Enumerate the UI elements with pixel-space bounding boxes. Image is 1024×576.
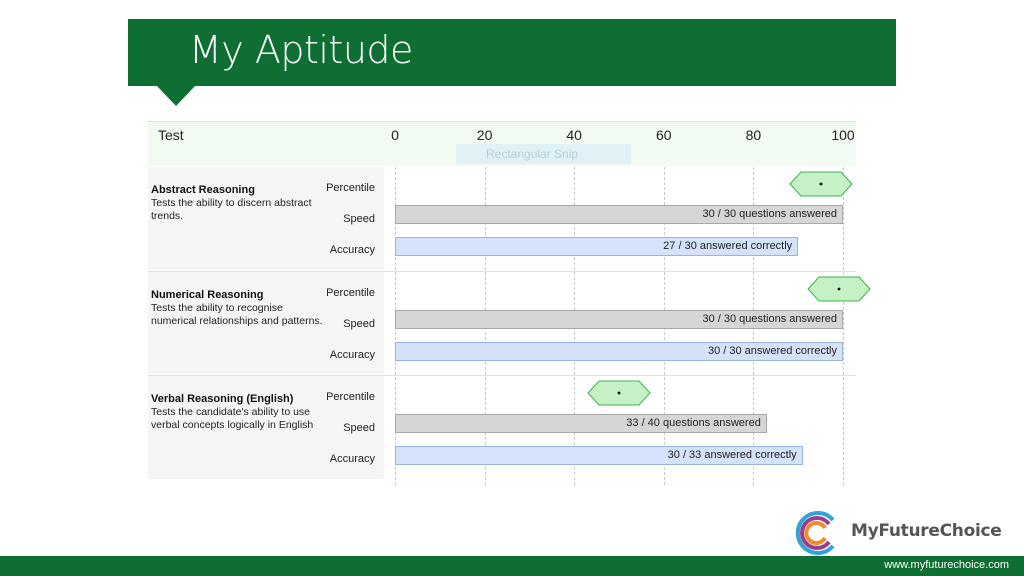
speed-bar-label: 33 / 40 questions answered [626,417,761,429]
x-tick-label: 0 [391,127,399,143]
banner-pointer [157,86,195,106]
footer-url[interactable]: www.myfuturechoice.com [884,559,1009,571]
metric-label: Accuracy [329,453,375,465]
percentile-marker [587,380,651,406]
metric-label: Percentile [326,391,375,403]
percentile-marker [789,171,853,197]
percentile-marker [807,276,871,302]
logo-text: MyFutureChoice [851,521,1002,541]
accuracy-bar [395,237,798,256]
test-description: Tests the candidate's ability to use verbal concepts logically in English [151,406,314,431]
speed-bar-label: 30 / 30 questions answered [702,208,837,220]
test-name: Verbal Reasoning (English) [151,393,294,405]
metric-label: Speed [343,422,375,434]
page-title: My Aptitude [189,28,413,72]
speed-bar [395,310,843,329]
test-description: Tests the ability to discern abstract trends. [151,197,312,222]
metric-label: Percentile [326,182,375,194]
x-tick-label: 60 [656,127,672,143]
x-tick-label: 100 [831,127,855,143]
metric-label: Accuracy [329,244,375,256]
snip-tooltip-text: Rectangular Snip [486,147,579,161]
speed-bar [395,414,767,433]
accuracy-bar-label: 27 / 30 answered correctly [663,240,793,252]
metric-label: Accuracy [329,348,375,361]
aptitude-chart [148,121,856,479]
accuracy-bar [395,446,803,465]
speed-bar-label: 30 / 30 questions answered [702,312,837,325]
x-tick-label: 20 [476,127,493,143]
metric-label: Speed [343,213,375,225]
accuracy-bar-label: 30 / 30 answered correctly [707,344,837,357]
metric-label: Speed [343,317,375,330]
x-tick-label: 40 [566,127,582,143]
logo-icon [793,510,841,556]
test-name: Numerical Reasoning [151,288,264,301]
accuracy-bar [395,342,843,361]
header-test-label: Test [158,127,184,143]
test-name: Abstract Reasoning [151,184,255,196]
x-tick-label: 80 [745,127,762,143]
speed-bar [395,205,843,224]
accuracy-bar-label: 30 / 33 answered correctly [667,449,797,461]
test-description: Tests the ability to recognise numerical relationships and patterns. [151,301,323,327]
gridline [843,167,844,485]
metric-label: Percentile [326,286,375,299]
footer-bar [0,556,1024,576]
